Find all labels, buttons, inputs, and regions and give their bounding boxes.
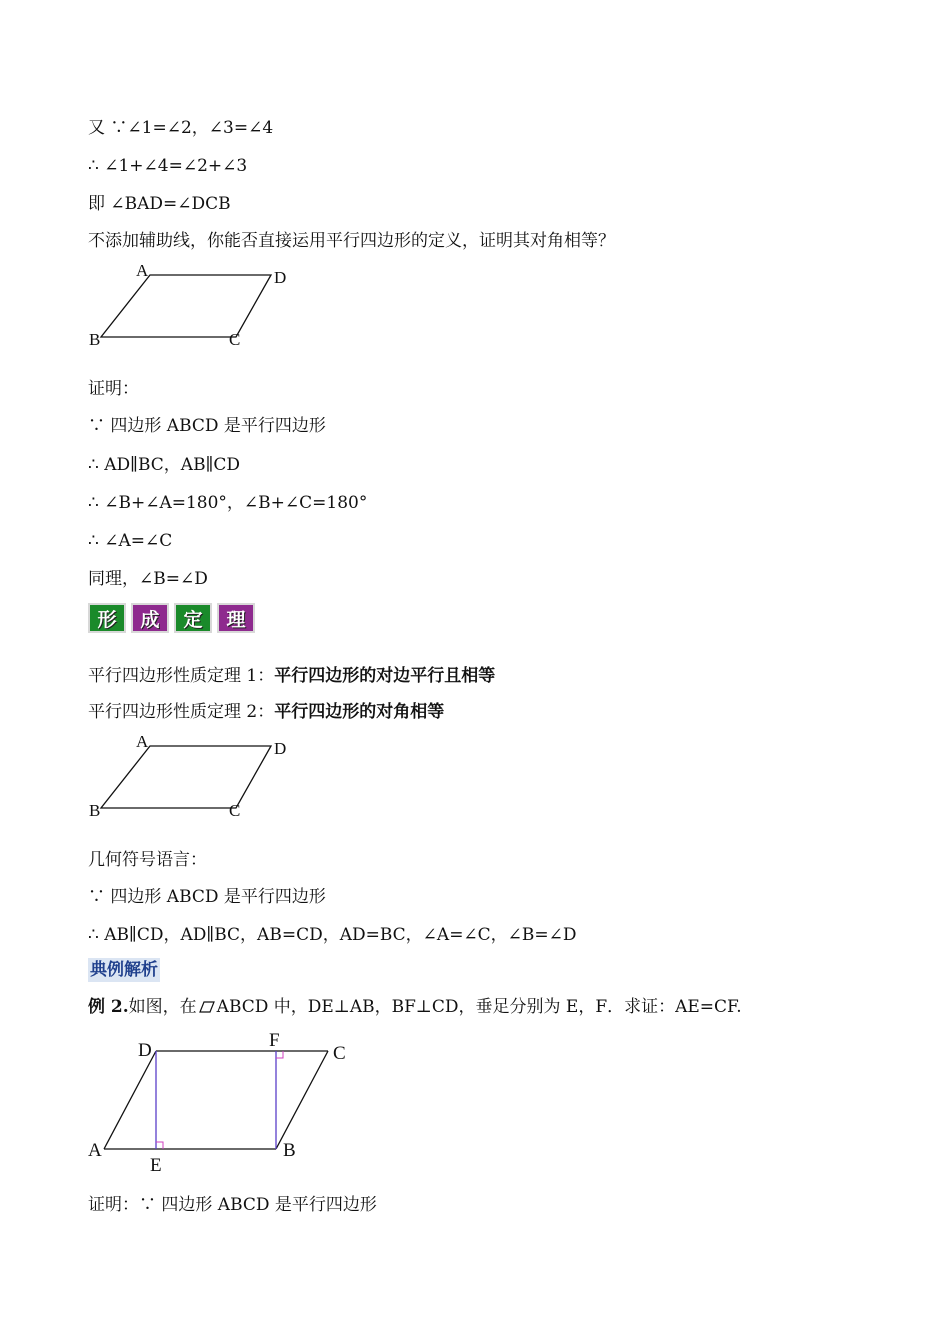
parallelogram-figure-2 bbox=[84, 733, 304, 823]
proof-heading: 证明： bbox=[88, 379, 139, 399]
label-d: D bbox=[138, 1040, 152, 1061]
example-post: ABCD 中，DE⊥AB，BF⊥CD，垂足分别为 E，F．求证：AE=CF. bbox=[216, 997, 742, 1017]
label-a: A bbox=[136, 262, 149, 280]
proof-line-2: ∴ ∠1+∠4=∠2+∠3 bbox=[88, 156, 248, 176]
parallelogram-symbol-icon bbox=[199, 1001, 215, 1013]
label-b: B bbox=[89, 801, 101, 820]
proof-step-4: ∴ ∠A=∠C bbox=[88, 531, 173, 551]
theorem-badges bbox=[88, 603, 255, 633]
theorem-1-prefix: 平行四边形性质定理 1： bbox=[88, 666, 275, 686]
proof-step-3: ∴ ∠B+∠A=180°，∠B+∠C=180° bbox=[88, 493, 368, 513]
label-c: C bbox=[229, 801, 241, 820]
badge-2: 成 bbox=[131, 603, 169, 633]
example-proof-start: 证明：∵ 四边形 ABCD 是平行四边形 bbox=[88, 1195, 377, 1215]
proof-line-1: 又 ∵∠1=∠2，∠3=∠4 bbox=[88, 118, 274, 138]
right-angle-f bbox=[276, 1051, 283, 1058]
proof-step-5: 同理，∠B=∠D bbox=[88, 569, 208, 589]
symbolic-title: 几何符号语言： bbox=[88, 850, 207, 870]
proof-step-1: ∵ 四边形 ABCD 是平行四边形 bbox=[88, 416, 326, 436]
example-label: 例 2. bbox=[88, 997, 129, 1017]
right-angle-e bbox=[156, 1142, 163, 1149]
badge-4: 理 bbox=[217, 603, 255, 633]
example-figure bbox=[84, 1028, 364, 1178]
example-pre: 如图，在 bbox=[128, 997, 197, 1017]
section-title: 典例解析 bbox=[90, 960, 158, 980]
label-a: A bbox=[88, 1140, 102, 1161]
question-line: 不添加辅助线，你能否直接运用平行四边形的定义，证明其对角相等？ bbox=[88, 231, 615, 251]
theorem-1-statement: 平行四边形的对边平行且相等 bbox=[274, 666, 496, 686]
proof-step-2: ∴ AD∥BC，AB∥CD bbox=[88, 455, 241, 475]
theorem-2 bbox=[88, 700, 444, 724]
parallelogram-shape bbox=[101, 746, 271, 808]
label-d: D bbox=[274, 739, 287, 758]
theorem-2-statement: 平行四边形的对角相等 bbox=[274, 702, 445, 722]
label-d: D bbox=[274, 268, 287, 287]
proof-line-3: 即 ∠BAD=∠DCB bbox=[88, 194, 231, 214]
label-a: A bbox=[136, 733, 149, 751]
label-e: E bbox=[150, 1155, 162, 1176]
example-2 bbox=[88, 995, 742, 1019]
badge-3: 定 bbox=[174, 603, 212, 633]
parallelogram-shape bbox=[101, 275, 271, 337]
symbolic-given: ∵ 四边形 ABCD 是平行四边形 bbox=[88, 887, 326, 907]
theorem-2-prefix: 平行四边形性质定理 2： bbox=[88, 702, 275, 722]
parallelogram-figure-1 bbox=[84, 262, 304, 352]
symbolic-conclusion: ∴ AB∥CD，AD∥BC，AB=CD，AD=BC，∠A=∠C，∠B=∠D bbox=[88, 925, 577, 945]
side-cb bbox=[276, 1051, 328, 1149]
side-ad bbox=[104, 1051, 156, 1149]
badge-1: 形 bbox=[88, 603, 126, 633]
label-b: B bbox=[283, 1140, 296, 1161]
label-b: B bbox=[89, 330, 101, 349]
theorem-1 bbox=[88, 664, 495, 688]
label-c: C bbox=[229, 330, 241, 349]
label-f: F bbox=[269, 1030, 280, 1051]
label-c: C bbox=[333, 1043, 346, 1064]
